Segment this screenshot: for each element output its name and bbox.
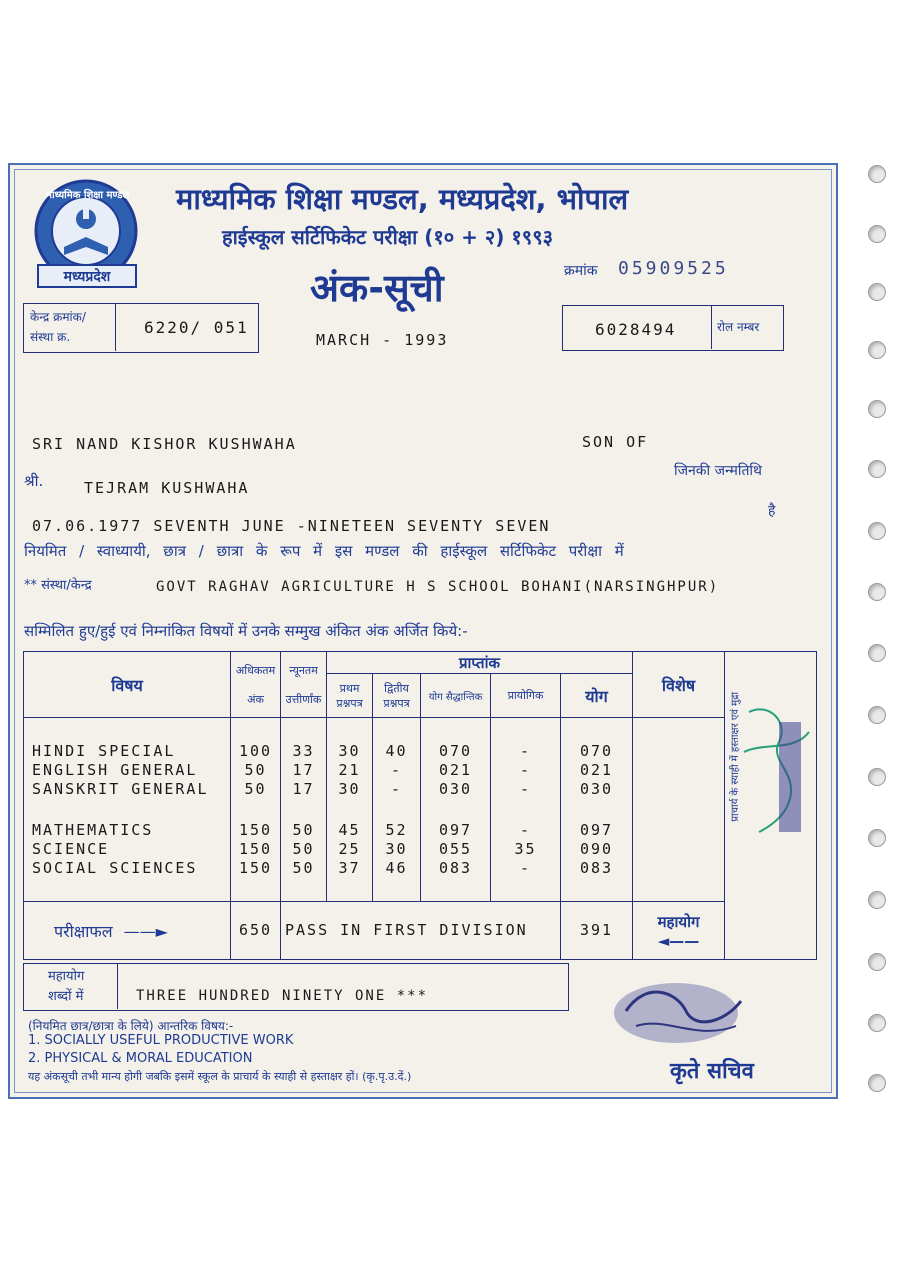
practical-mark: -: [519, 820, 532, 839]
col-special-header: विशेष: [633, 652, 725, 718]
min-marks-cell: [281, 718, 327, 902]
arrow-left-icon: ◄——: [657, 931, 700, 950]
roll-number-label: रोल नम्बर: [717, 320, 760, 334]
paper2-mark: 40: [385, 741, 408, 760]
punch-hole: [868, 460, 886, 478]
shri-label: श्री.: [24, 472, 44, 490]
punch-hole: [868, 165, 886, 183]
punch-hole: [868, 283, 886, 301]
exam-name: हाईस्कूल सर्टिफिकेट परीक्षा (१० + २) १९९३: [222, 225, 553, 249]
max-mark: 50: [244, 760, 267, 779]
min-mark: 17: [292, 779, 315, 798]
result-text: PASS IN FIRST DIVISION: [281, 902, 561, 960]
punch-hole: [868, 522, 886, 540]
total-mark: 090: [579, 839, 614, 858]
paper2-mark: 52: [385, 820, 408, 839]
punch-hole: [868, 829, 886, 847]
internal-item-1: 1. SOCIALLY USEFUL PRODUCTIVE WORK: [28, 1033, 294, 1048]
paper1-mark: 45: [338, 820, 361, 839]
roll-number-box: [562, 305, 784, 351]
col-max-header: [231, 652, 281, 718]
words-label-line1: महायोग: [48, 969, 85, 984]
total-in-words: THREE HUNDRED NINETY ONE ***: [136, 988, 429, 1004]
theory-mark: 097: [438, 820, 473, 839]
subject-sanskrit: SANSKRIT GENERAL: [32, 779, 209, 798]
paper1-cell: [327, 718, 373, 902]
practical-mark: -: [519, 741, 532, 760]
subject-hindi: HINDI SPECIAL: [32, 741, 176, 760]
school-name: GOVT RAGHAV AGRICULTURE H S SCHOOL BOHANI(NARSINGHPUR): [156, 579, 720, 595]
max-mark: 150: [238, 820, 273, 839]
practical-mark: -: [519, 760, 532, 779]
punch-hole: [868, 1014, 886, 1032]
max-marks-cell: [231, 718, 281, 902]
secretary-stamp-icon: [606, 971, 756, 1051]
serial-label: क्रमांक: [564, 263, 598, 279]
punch-hole: [868, 706, 886, 724]
max-mark: 50: [244, 779, 267, 798]
paper1-mark: 21: [338, 760, 361, 779]
grand-total-label-cell: [633, 902, 725, 960]
father-name: TEJRAM KUSHWAHA: [84, 479, 250, 497]
principal-stamp-icon: [739, 692, 815, 842]
result-label: परीक्षाफल: [54, 921, 113, 941]
serial-number: 05909525: [618, 258, 729, 279]
paper2-mark: -: [390, 760, 403, 779]
seal-text-top: माध्यमिक शिक्षा मण्डल: [46, 190, 130, 201]
arrow-right-icon: ——►: [123, 921, 168, 941]
roll-number: 6028494: [595, 320, 677, 339]
punch-hole: [868, 891, 886, 909]
words-box: [23, 963, 569, 1011]
exam-session: MARCH - 1993: [316, 331, 449, 349]
col-theory-header: योग सैद्धान्तिक: [421, 674, 491, 718]
words-label-line2: शब्दों में: [48, 989, 84, 1004]
subject-english: ENGLISH GENERAL: [32, 760, 198, 779]
total-mark: 070: [579, 741, 614, 760]
grand-total-label: महायोग: [657, 912, 700, 931]
seal-text-bottom: मध्यप्रदेश: [63, 269, 111, 285]
center-code: 6220/ 051: [144, 318, 249, 337]
min-mark: 33: [292, 741, 315, 760]
theory-mark: 055: [438, 839, 473, 858]
theory-total-cell: [421, 718, 491, 902]
subjects-cell: [24, 718, 231, 902]
punch-hole: [868, 768, 886, 786]
min-mark: 50: [292, 820, 315, 839]
theory-mark: 030: [438, 779, 473, 798]
marks-body-row: [24, 718, 817, 902]
center-label-line1: केन्द्र क्रमांक/: [30, 310, 86, 324]
col-min-sub: उत्तीर्णांक: [285, 692, 322, 706]
paper1-mark: 37: [338, 858, 361, 877]
included-line: सम्मिलित हुए/हुई एवं निम्नांकित विषयों में उनके सम्मुख अंकित अंक अर्जित किये:-: [24, 622, 468, 640]
punch-hole: [868, 225, 886, 243]
result-row: [24, 902, 817, 960]
marksheet: [8, 163, 838, 1099]
date-of-birth: 07.06.1977 SEVENTH JUNE -NINETEEN SEVENTY SEVEN: [32, 517, 551, 535]
internal-item-2: 2. PHYSICAL & MORAL EDUCATION: [28, 1051, 253, 1066]
principal-sign-note: प्राचार्य के स्याही में हस्ताक्षर एवं मुद्रा: [730, 692, 741, 822]
paper2-mark: 30: [385, 839, 408, 858]
col-total-header: योग: [561, 674, 633, 718]
min-mark: 50: [292, 839, 315, 858]
theory-mark: 083: [438, 858, 473, 877]
punch-hole: [868, 644, 886, 662]
practical-mark: -: [519, 858, 532, 877]
total-cell: [561, 718, 633, 902]
son-of-label: SON OF: [582, 433, 649, 451]
total-mark: 097: [579, 820, 614, 839]
paper1-mark: 30: [338, 779, 361, 798]
validity-note: यह अंकसूची तभी मान्य होगी जबकि इसमें स्कूल के प्राचार्य के स्याही से हस्ताक्षर हों। (कृ.पृ.उ.दें.): [28, 1070, 412, 1083]
internal-heading: (नियमित छात्र/छात्रा के लिये) आन्तरिक विषय:-: [28, 1019, 234, 1033]
board-seal: [24, 177, 152, 295]
result-max: 650: [231, 902, 281, 960]
practical-mark: 35: [514, 839, 537, 858]
hai-label: है: [768, 503, 776, 519]
col-paper1-header: प्रथम प्रश्नपत्र: [327, 674, 373, 718]
doc-title: अंक-सूची: [310, 266, 444, 310]
max-mark: 150: [238, 839, 273, 858]
dob-label: जिनकी जन्मतिथि: [674, 463, 763, 479]
punch-hole: [868, 1074, 886, 1092]
board-name: माध्यमिक शिक्षा मण्डल, मध्यप्रदेश, भोपाल: [176, 182, 629, 216]
candidate-name: SRI NAND KISHOR KUSHWAHA: [32, 435, 297, 453]
marks-table: [23, 651, 817, 960]
center-code-box: [23, 303, 259, 353]
special-cell: [633, 718, 725, 902]
paper2-mark: 46: [385, 858, 408, 877]
col-max-sub: अंक: [247, 692, 264, 706]
col-paper2-header: द्वितीय प्रश्नपत्र: [373, 674, 421, 718]
secretary-label: कृते सचिव: [670, 1059, 754, 1084]
school-label: ** संस्था/केन्द्र: [24, 578, 92, 593]
punch-holes: [860, 0, 890, 1100]
candidate-type-line: नियमित / स्वाध्यायी, छात्र / छात्रा के रूप में इस मण्डल की हाईस्कूल सर्टिफिकेट परीक्षा में: [24, 542, 624, 560]
col-practical-header: प्रायोगिक: [491, 674, 561, 718]
result-label-cell: [24, 902, 231, 960]
min-mark: 50: [292, 858, 315, 877]
grand-total: 391: [561, 902, 633, 960]
total-mark: 083: [579, 858, 614, 877]
min-mark: 17: [292, 760, 315, 779]
punch-hole: [868, 583, 886, 601]
practical-mark: -: [519, 779, 532, 798]
subject-science: SCIENCE: [32, 839, 110, 858]
paper1-mark: 25: [338, 839, 361, 858]
col-min-label: न्यूनतम: [289, 663, 318, 677]
col-min-header: [281, 652, 327, 718]
total-mark: 030: [579, 779, 614, 798]
principal-sign-cell: [725, 652, 817, 960]
col-obtained-header: प्राप्तांक: [327, 652, 633, 674]
practical-cell: [491, 718, 561, 902]
theory-mark: 021: [438, 760, 473, 779]
max-mark: 100: [238, 741, 273, 760]
paper2-mark: -: [390, 779, 403, 798]
punch-hole: [868, 341, 886, 359]
punch-hole: [868, 400, 886, 418]
max-mark: 150: [238, 858, 273, 877]
theory-mark: 070: [438, 741, 473, 760]
col-max-label: अधिकतम: [235, 663, 276, 677]
subject-mathematics: MATHEMATICS: [32, 820, 154, 839]
subject-social-sciences: SOCIAL SCIENCES: [32, 858, 198, 877]
center-label-line2: संस्था क्र.: [30, 330, 71, 344]
punch-hole: [868, 953, 886, 971]
paper2-cell: [373, 718, 421, 902]
total-mark: 021: [579, 760, 614, 779]
col-subject-header: विषय: [24, 652, 231, 718]
paper1-mark: 30: [338, 741, 361, 760]
